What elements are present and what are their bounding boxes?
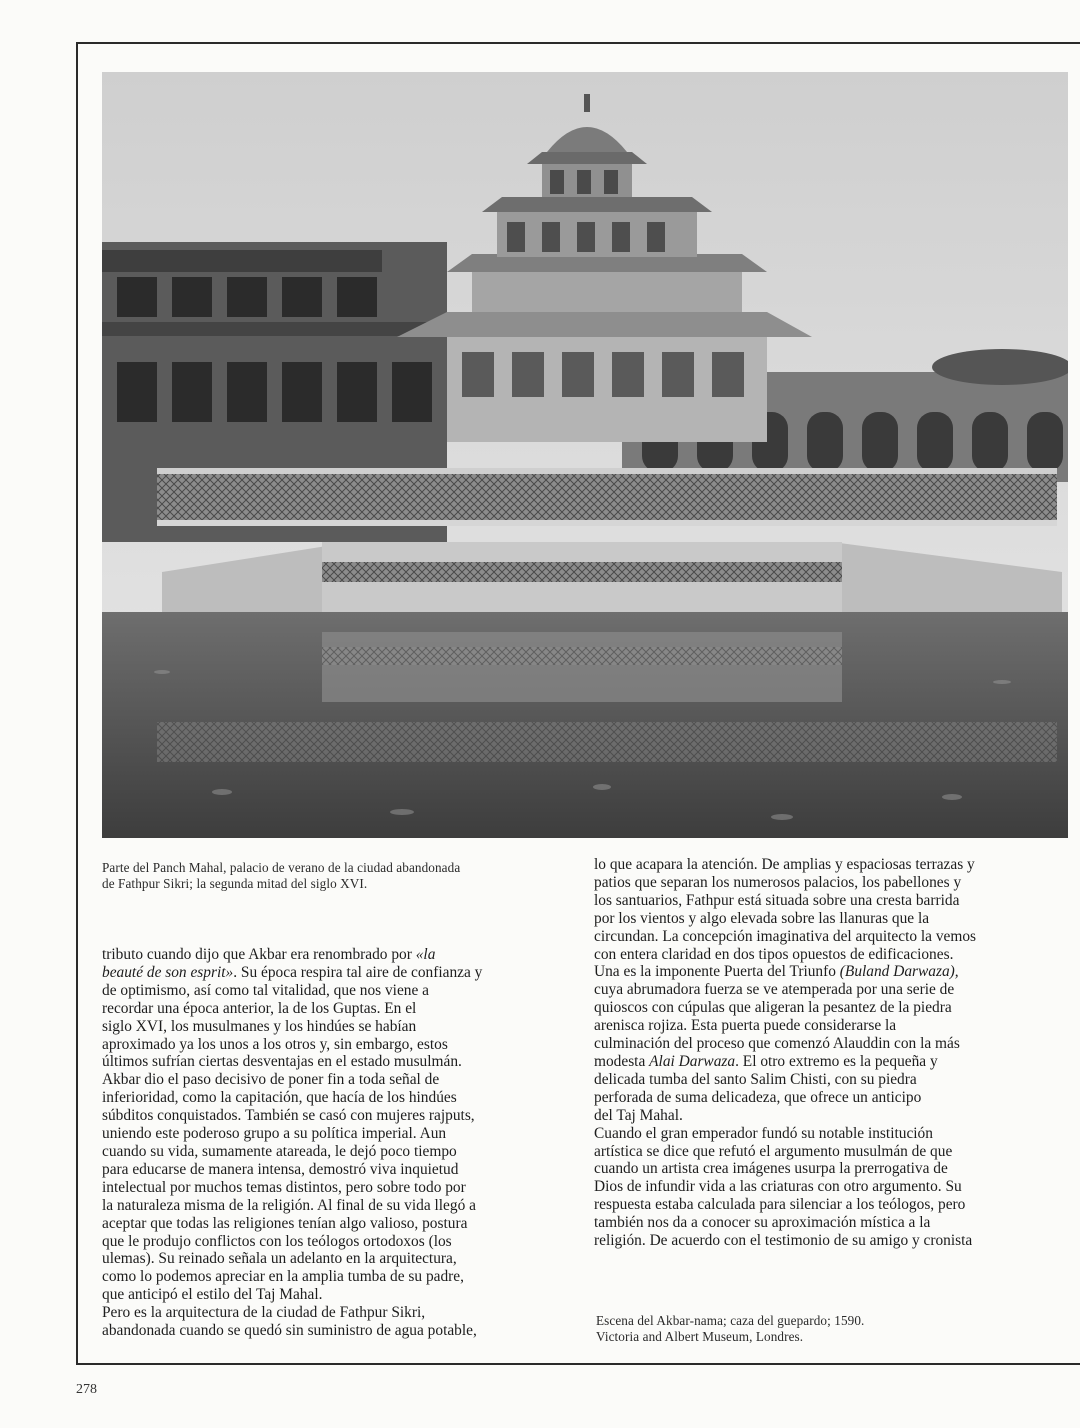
text-line: últimos sufrían ciertas desventajas en el estado musulmán. — [102, 1053, 462, 1071]
text-line: la naturaleza misma de la religión. Al final de su vida llegó a — [102, 1196, 476, 1214]
right-column-text — [594, 856, 1064, 1250]
text-line: circundan. La concepción imaginativa del arquitecto la vemos — [594, 927, 977, 945]
text-line: que le produjo conflictos con los teólogos ortodoxos (los — [102, 1232, 452, 1250]
text-line: que anticipó el estilo del Taj Mahal. — [102, 1286, 323, 1304]
text-line: para educarse de manera intensa, demostró viva inquietud — [102, 1160, 459, 1178]
text-line: los santuarios, Fathpur está situada sobre una cresta barrida — [594, 891, 960, 909]
text-line: Una es la imponente Puerta del Triunfo (Buland Darwaza), — [594, 963, 959, 981]
page-number: 278 — [76, 1382, 97, 1397]
text-line: cuando un artista crea imágenes usurpa la prerrogativa de — [594, 1160, 948, 1178]
text-line: cuando su vida, sumamente atareada, le dejó poco tiempo — [102, 1142, 457, 1160]
text-line: de optimismo, así como tal vitalidad, que nos viene a — [102, 981, 429, 999]
text-line: quioscos con cúpulas que aligeran la pesantez de la piedra — [594, 999, 952, 1017]
text-line: patios que separan los numerosos palacios, los pabellones y — [594, 873, 962, 891]
text-line: siglo XVI, los musulmanes y los hindúes se habían — [102, 1017, 417, 1035]
text-line: ulemas). Su reinado señala un adelanto en la arquitectura, — [102, 1250, 457, 1268]
photo-caption — [102, 860, 552, 892]
text-line: recordar una época anterior, la de los Guptas. En el — [102, 999, 417, 1017]
caption-line: Parte del Panch Mahal, palacio de verano de la ciudad abandonada — [102, 860, 461, 875]
text-line: aceptar que todas las religiones tenían algo valioso, postura — [102, 1214, 468, 1232]
text-line: respuesta estaba calculada para silenciar a los teólogos, pero — [594, 1196, 966, 1214]
text-line: inferioridad, como la capitación, que hacía de los hindúes — [102, 1089, 457, 1107]
text-line: religión. De acuerdo con el testimonio de su amigo y cronista — [594, 1232, 973, 1250]
akbar-nama-caption — [596, 1313, 1056, 1345]
text-line: perforada de suma delicadeza, que ofrece un anticipo — [594, 1088, 922, 1106]
text-line: modesta Alai Darwaza. El otro extremo es la pequeña y — [594, 1052, 938, 1070]
text-line: Akbar dio el paso decisivo de poner fin a toda señal de — [102, 1071, 440, 1089]
caption-line: Victoria and Albert Museum, Londres. — [596, 1329, 804, 1344]
caption-line: de Fathpur Sikri; la segunda mitad del siglo XVI. — [102, 876, 368, 891]
top-rule — [76, 42, 1080, 44]
text-line: con entera claridad en dos tipos opuestos de edificaciones. — [594, 945, 954, 963]
text-line: arenisca rojiza. Esta puerta puede considerarse la — [594, 1017, 897, 1035]
text-line: cuya abrumadora fuerza se ve atemperada por una serie de — [594, 981, 955, 999]
text-line: por los vientos y algo elevada sobre las llanuras que la — [594, 909, 930, 927]
text-line: súbditos conquistados. También se casó con mujeres rajputs, — [102, 1107, 475, 1125]
text-line: Dios de infundir vida a las criaturas con otro argumento. Su — [594, 1178, 962, 1196]
left-rule — [76, 42, 78, 1364]
text-line: aproximado ya los unos a los otros y, sin embargo, estos — [102, 1035, 448, 1053]
text-line: uniendo este poderoso grupo a su política imperial. Aun — [102, 1125, 447, 1143]
text-line: intelectual por muchos temas distintos, pero sobre todo por — [102, 1178, 466, 1196]
text-line: Cuando el gran emperador fundó su notable institución — [594, 1124, 933, 1142]
text-line: culminación del proceso que comenzó Alauddin con la más — [594, 1035, 960, 1053]
text-line: Pero es la arquitectura de la ciudad de Fathpur Sikri, — [102, 1304, 426, 1322]
bottom-rule — [76, 1363, 1080, 1365]
text-line: lo que acapara la atención. De amplias y espaciosas terrazas y — [594, 856, 975, 873]
text-line: beauté de son esprit». Su época respira tal aire de confianza y — [102, 963, 483, 981]
text-line: artística se dice que refutó el argumento musulmán de que — [594, 1142, 953, 1160]
panch-mahal-photo — [102, 72, 1068, 838]
text-line: del Taj Mahal. — [594, 1106, 683, 1124]
left-column-text — [102, 946, 562, 1340]
text-line: abandonada cuando se quedó sin suministro de agua potable, — [102, 1322, 477, 1340]
text-line: delicada tumba del santo Salim Chisti, con su piedra — [594, 1070, 917, 1088]
caption-line: Escena del Akbar-nama; caza del guepardo; 1590. — [596, 1313, 865, 1328]
text-line: también nos da a conocer su aproximación mística a la — [594, 1214, 931, 1232]
text-line: tributo cuando dijo que Akbar era renombrado por «la — [102, 946, 436, 963]
text-line: como lo podemos apreciar en la amplia tumba de su padre, — [102, 1268, 464, 1286]
